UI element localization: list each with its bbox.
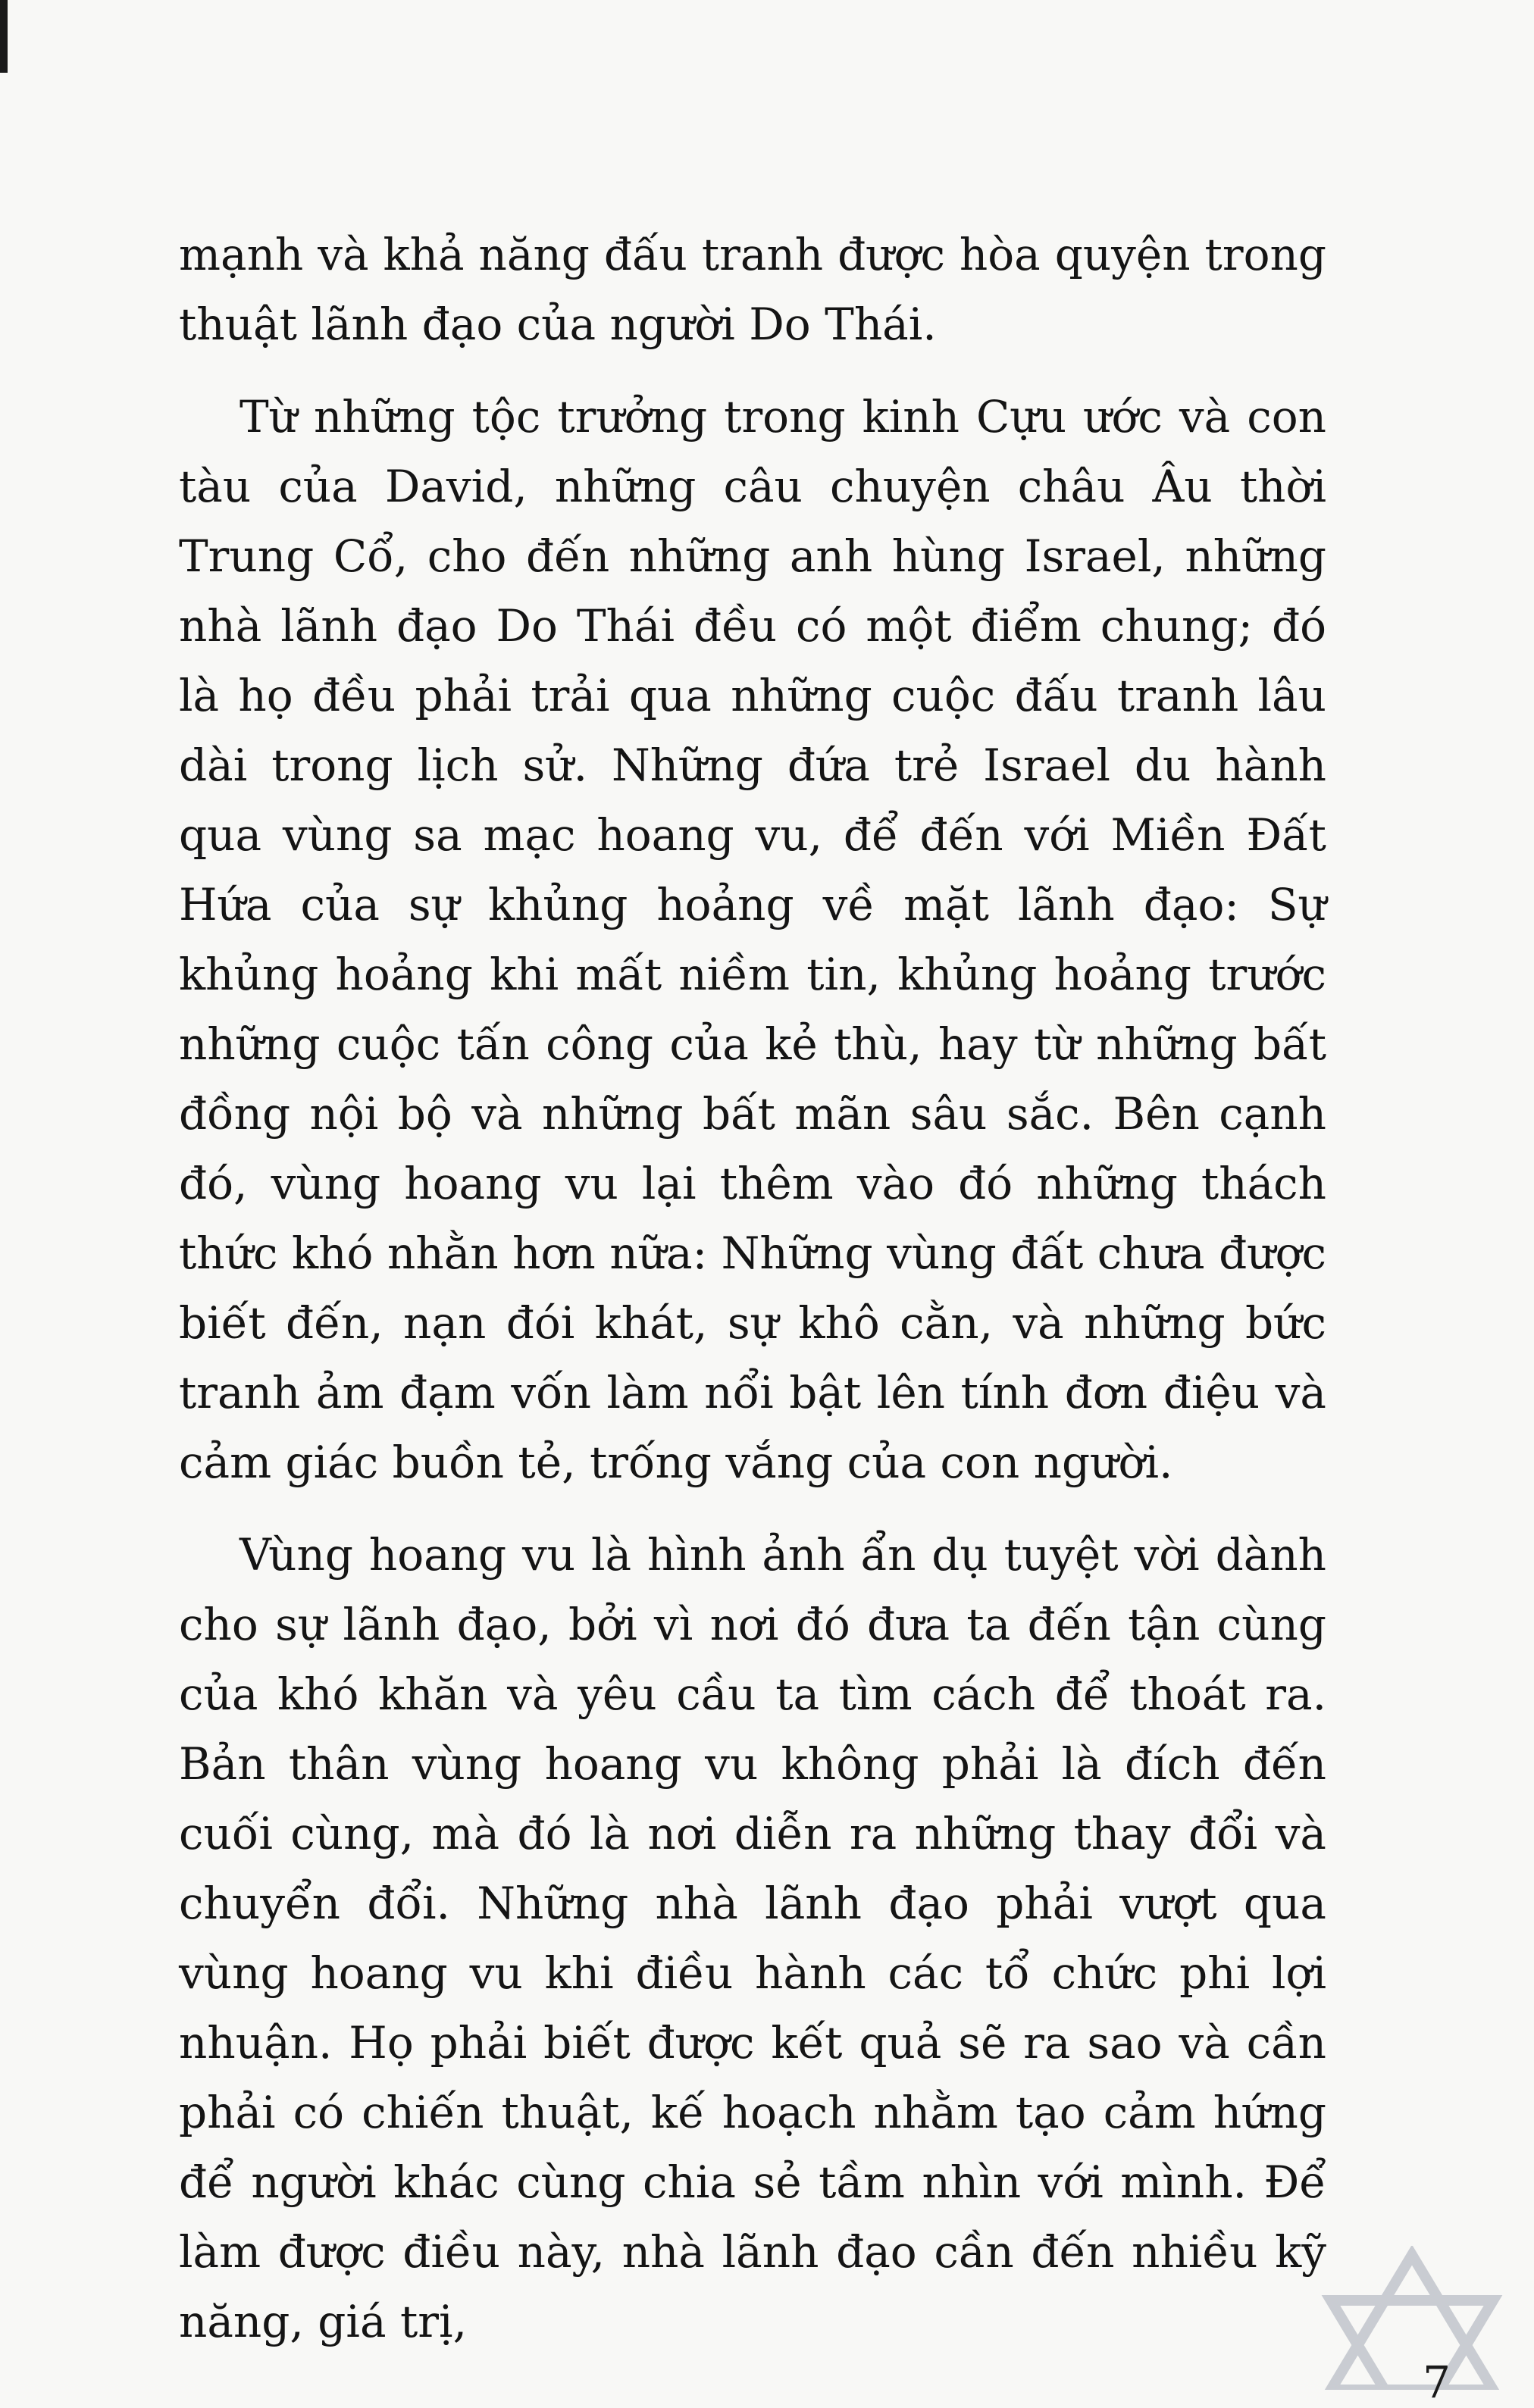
paragraph-continued: mạnh và khả năng đấu tranh được hòa quyện trong thuật lãnh đạo của người Do Thái. bbox=[179, 229, 1326, 350]
paragraph-wilderness-metaphor: Vùng hoang vu là hình ảnh ẩn dụ tuyệt vời dành cho sự lãnh đạo, bởi vì nơi đó đưa ta đến tận cùng của khó khăn và yêu cầu ta tìm cách để thoát ra. Bản thân vùng hoang vu không phải là đích đến cuối cùng, mà đó là nơi diễn ra những thay đổi và chuyển đổi. Những nhà lãnh đạo phải vượt qua vùng hoang vu khi điều hành các tổ chức phi lợi nhuận. Họ phải biết được kết quả sẽ ra sao và cần phải có chiến thuật, kế hoạch nhằm tạo cảm hứng để người khác cùng chia sẻ tầm nhìn với mình. Để làm được điều này, nhà lãnh đạo cần đến nhiều kỹ năng, giá trị, bbox=[179, 1529, 1326, 2347]
page-binding-edge bbox=[0, 0, 8, 73]
paragraph-leaders-history: Từ những tộc trưởng trong kinh Cựu ước và con tàu của David, những câu chuyện châu Âu thời Trung Cổ, cho đến những anh hùng Israel, những nhà lãnh đạo Do Thái đều có một điểm chung; đó là họ đều phải trải qua những cuộc đấu tranh lâu dài trong lịch sử. Những đứa trẻ Israel du hành qua vùng sa mạc hoang vu, để đến với Miền Đất Hứa của sự khủng hoảng về mặt lãnh đạo: Sự khủng hoảng khi mất niềm tin, khủng hoảng trước những cuộc tấn công của kẻ thù, hay từ những bất đồng nội bộ và những bất mãn sâu sắc. Bên cạnh đó, vùng hoang vu lại thêm vào đó những thách thức khó nhằn hơn nữa: Những vùng đất chưa được biết đến, nạn đói khát, sự khô cằn, và những bức tranh ảm đạm vốn làm nổi bật lên tính đơn điệu và cảm giác buồn tẻ, trống vắng của con người. bbox=[179, 391, 1326, 1488]
page-number: 7 bbox=[1423, 2356, 1451, 2408]
body-text bbox=[179, 220, 1326, 2356]
star-of-david-icon bbox=[1317, 2246, 1507, 2390]
